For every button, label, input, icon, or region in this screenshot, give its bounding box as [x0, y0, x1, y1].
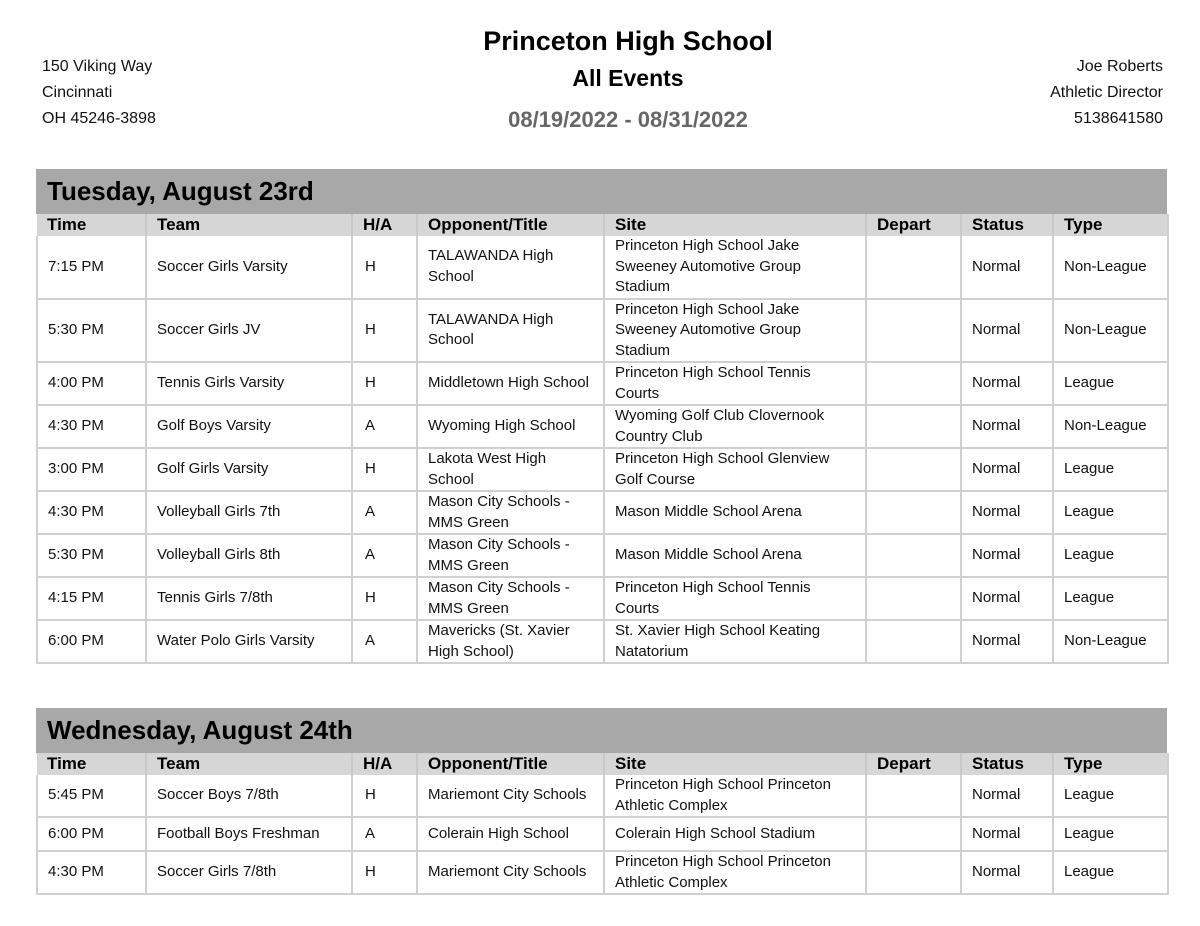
home-away-cell: A	[352, 491, 417, 534]
table-row	[37, 448, 1168, 491]
depart-cell	[866, 620, 961, 663]
depart-cell	[866, 299, 961, 363]
home-away-cell: A	[352, 620, 417, 663]
opponent-cell: TALAWANDA High School	[417, 236, 604, 299]
site-cell: Wyoming Golf Club Clovernook Country Club	[604, 405, 866, 448]
table-row	[37, 299, 1168, 363]
column-header: H/A	[352, 214, 417, 236]
column-header: Type	[1053, 753, 1168, 775]
depart-cell	[866, 405, 961, 448]
column-header: Depart	[866, 214, 961, 236]
status-cell: Normal	[961, 775, 1053, 817]
team-cell: Soccer Girls 7/8th	[146, 851, 352, 894]
events-body	[37, 236, 1168, 663]
column-header: Opponent/Title	[417, 753, 604, 775]
column-header: Type	[1053, 214, 1168, 236]
home-away-cell: H	[352, 362, 417, 405]
day-header: Tuesday, August 23rd	[36, 169, 1167, 214]
table-header-row	[37, 753, 1168, 775]
home-away-cell: H	[352, 299, 417, 363]
depart-cell	[866, 236, 961, 299]
column-header: H/A	[352, 753, 417, 775]
site-cell: St. Xavier High School Keating Natatorium	[604, 620, 866, 663]
team-cell: Soccer Girls Varsity	[146, 236, 352, 299]
home-away-cell: H	[352, 775, 417, 817]
site-cell: Princeton High School Princeton Athletic Complex	[604, 851, 866, 894]
status-cell: Normal	[961, 405, 1053, 448]
column-header: Site	[604, 214, 866, 236]
depart-cell	[866, 775, 961, 817]
site-cell: Princeton High School Princeton Athletic Complex	[604, 775, 866, 817]
opponent-cell: Mariemont City Schools	[417, 775, 604, 817]
time-cell: 5:30 PM	[37, 299, 146, 363]
type-cell: League	[1053, 851, 1168, 894]
site-cell: Princeton High School Jake Sweeney Automotive Group Stadium	[604, 299, 866, 363]
home-away-cell: A	[352, 534, 417, 577]
site-cell: Princeton High School Tennis Courts	[604, 577, 866, 620]
type-cell: Non-League	[1053, 620, 1168, 663]
address-line: Cincinnati	[42, 84, 113, 101]
table-row	[37, 491, 1168, 534]
type-cell: League	[1053, 362, 1168, 405]
type-cell: League	[1053, 491, 1168, 534]
team-cell: Volleyball Girls 8th	[146, 534, 352, 577]
home-away-cell: A	[352, 405, 417, 448]
site-cell: Mason Middle School Arena	[604, 491, 866, 534]
depart-cell	[866, 817, 961, 851]
home-away-cell: H	[352, 236, 417, 299]
team-cell: Football Boys Freshman	[146, 817, 352, 851]
team-cell: Volleyball Girls 7th	[146, 491, 352, 534]
table-row	[37, 362, 1168, 405]
home-away-cell: H	[352, 577, 417, 620]
time-cell: 6:00 PM	[37, 817, 146, 851]
address-line: 150 Viking Way	[42, 58, 153, 75]
contact-phone: 5138641580	[1074, 110, 1163, 127]
team-cell: Soccer Girls JV	[146, 299, 352, 363]
report-subtitle: All Events	[572, 65, 684, 91]
opponent-cell: Colerain High School	[417, 817, 604, 851]
events-table	[36, 214, 1169, 664]
status-cell: Normal	[961, 817, 1053, 851]
type-cell: Non-League	[1053, 299, 1168, 363]
type-cell: Non-League	[1053, 236, 1168, 299]
day-header: Wednesday, August 24th	[36, 708, 1167, 753]
status-cell: Normal	[961, 448, 1053, 491]
type-cell: League	[1053, 534, 1168, 577]
site-cell: Colerain High School Stadium	[604, 817, 866, 851]
table-row	[37, 817, 1168, 851]
opponent-cell: Mason City Schools - MMS Green	[417, 534, 604, 577]
site-cell: Princeton High School Glenview Golf Course	[604, 448, 866, 491]
column-header: Status	[961, 753, 1053, 775]
report-title-block	[0, 24, 1200, 140]
column-header: Depart	[866, 753, 961, 775]
status-cell: Normal	[961, 362, 1053, 405]
opponent-cell: Middletown High School	[417, 362, 604, 405]
team-cell: Soccer Boys 7/8th	[146, 775, 352, 817]
time-cell: 4:30 PM	[37, 851, 146, 894]
status-cell: Normal	[961, 620, 1053, 663]
column-header: Site	[604, 753, 866, 775]
table-row	[37, 405, 1168, 448]
table-row	[37, 620, 1168, 663]
team-cell: Water Polo Girls Varsity	[146, 620, 352, 663]
team-cell: Tennis Girls 7/8th	[146, 577, 352, 620]
time-cell: 4:30 PM	[37, 405, 146, 448]
depart-cell	[866, 577, 961, 620]
type-cell: Non-League	[1053, 405, 1168, 448]
team-cell: Tennis Girls Varsity	[146, 362, 352, 405]
depart-cell	[866, 851, 961, 894]
column-header: Status	[961, 214, 1053, 236]
time-cell: 3:00 PM	[37, 448, 146, 491]
opponent-cell: Mason City Schools - MMS Green	[417, 577, 604, 620]
depart-cell	[866, 362, 961, 405]
team-cell: Golf Boys Varsity	[146, 405, 352, 448]
table-row	[37, 577, 1168, 620]
home-away-cell: H	[352, 851, 417, 894]
depart-cell	[866, 534, 961, 577]
opponent-cell: Lakota West High School	[417, 448, 604, 491]
site-cell: Mason Middle School Arena	[604, 534, 866, 577]
day-section-tuesday	[36, 169, 1167, 664]
status-cell: Normal	[961, 577, 1053, 620]
address-line: OH 45246-3898	[42, 110, 156, 127]
date-range: 08/19/2022 - 08/31/2022	[508, 107, 748, 132]
team-cell: Golf Girls Varsity	[146, 448, 352, 491]
site-cell: Princeton High School Tennis Courts	[604, 362, 866, 405]
status-cell: Normal	[961, 491, 1053, 534]
column-header: Team	[146, 753, 352, 775]
table-row	[37, 851, 1168, 894]
events-table	[36, 753, 1169, 895]
table-row	[37, 534, 1168, 577]
table-row	[37, 775, 1168, 817]
time-cell: 5:45 PM	[37, 775, 146, 817]
events-body	[37, 775, 1168, 894]
depart-cell	[866, 491, 961, 534]
status-cell: Normal	[961, 299, 1053, 363]
status-cell: Normal	[961, 236, 1053, 299]
contact-role: Athletic Director	[1050, 84, 1163, 101]
opponent-cell: Wyoming High School	[417, 405, 604, 448]
opponent-cell: Mavericks (St. Xavier High School)	[417, 620, 604, 663]
opponent-cell: Mariemont City Schools	[417, 851, 604, 894]
column-header: Opponent/Title	[417, 214, 604, 236]
type-cell: League	[1053, 775, 1168, 817]
type-cell: League	[1053, 817, 1168, 851]
day-section-wednesday	[36, 708, 1167, 895]
depart-cell	[866, 448, 961, 491]
school-name: Princeton High School	[483, 26, 773, 56]
opponent-cell: Mason City Schools - MMS Green	[417, 491, 604, 534]
table-row	[37, 236, 1168, 299]
contact-name: Joe Roberts	[1076, 58, 1163, 75]
home-away-cell: H	[352, 448, 417, 491]
time-cell: 4:30 PM	[37, 491, 146, 534]
type-cell: League	[1053, 448, 1168, 491]
contact-info	[1050, 54, 1163, 132]
time-cell: 6:00 PM	[37, 620, 146, 663]
time-cell: 5:30 PM	[37, 534, 146, 577]
home-away-cell: A	[352, 817, 417, 851]
column-header: Time	[37, 753, 146, 775]
opponent-cell: TALAWANDA High School	[417, 299, 604, 363]
column-header: Time	[37, 214, 146, 236]
time-cell: 4:15 PM	[37, 577, 146, 620]
status-cell: Normal	[961, 851, 1053, 894]
table-header-row	[37, 214, 1168, 236]
site-cell: Princeton High School Jake Sweeney Automotive Group Stadium	[604, 236, 866, 299]
time-cell: 4:00 PM	[37, 362, 146, 405]
time-cell: 7:15 PM	[37, 236, 146, 299]
column-header: Team	[146, 214, 352, 236]
type-cell: League	[1053, 577, 1168, 620]
status-cell: Normal	[961, 534, 1053, 577]
